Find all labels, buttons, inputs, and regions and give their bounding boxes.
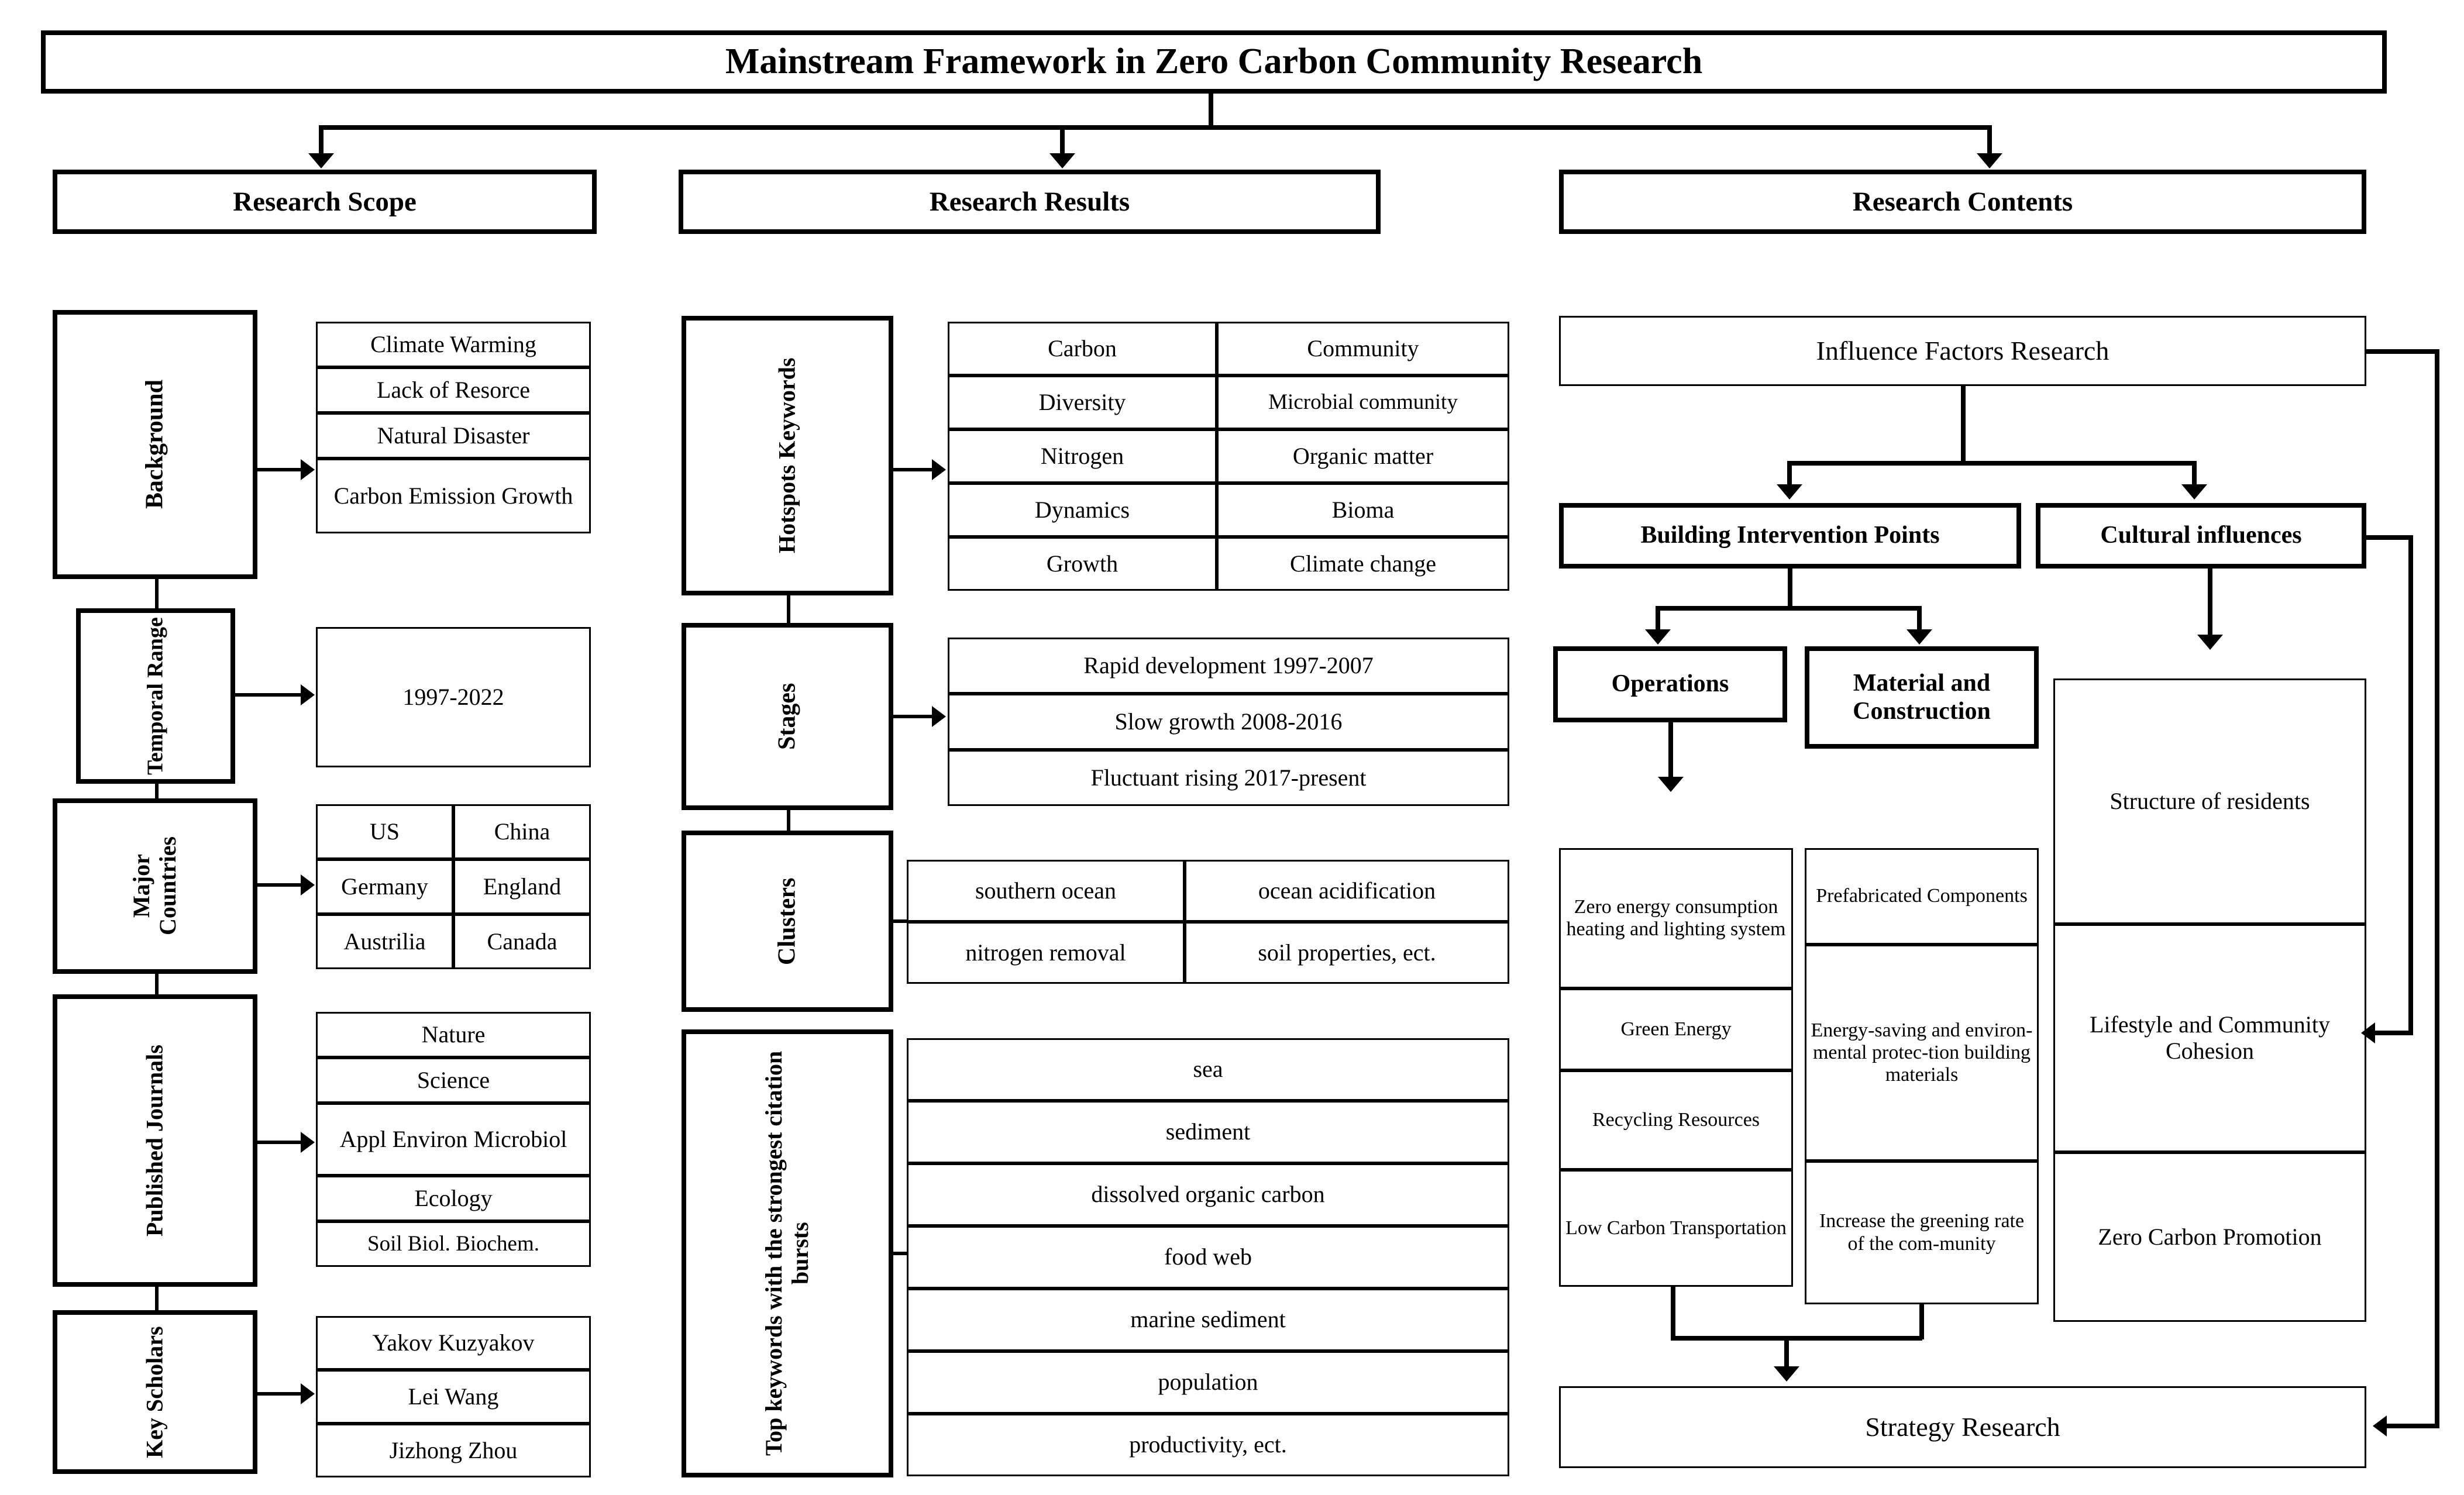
stages-arrow-head — [932, 706, 946, 727]
contents-material-construction: Material and Construction — [1805, 646, 2039, 749]
scholars-arrow-line — [257, 1392, 302, 1396]
results-stage-0: Rapid development 1997-2007 — [948, 638, 1509, 694]
building-split-horizontal — [1656, 606, 1922, 611]
scope-background-item-1: Lack of Resorce — [316, 367, 591, 413]
operations-down-line — [1668, 722, 1673, 781]
results-burst-4: marine sediment — [907, 1289, 1509, 1351]
arrow-feedback-cultural — [2361, 1022, 2375, 1043]
contents-operations-item-1: Green Energy — [1559, 988, 1793, 1070]
journals-arrow-line — [257, 1141, 302, 1144]
scope-journal-1: Science — [316, 1057, 591, 1103]
results-category-stages: Stages — [682, 623, 893, 810]
scope-country-1-1: England — [453, 859, 591, 914]
feedback-cultural-in — [2375, 1031, 2413, 1035]
countries-arrow-head — [301, 874, 315, 895]
column-header-research-scope: Research Scope — [53, 170, 597, 234]
results-burst-0: sea — [907, 1038, 1509, 1101]
influence-split-horizontal — [1787, 461, 2197, 466]
contents-operations: Operations — [1553, 646, 1787, 722]
results-category-citation-bursts: Top keywords with the strongest citation bursts — [682, 1029, 893, 1477]
stages-arrow-line — [893, 715, 933, 718]
results-burst-2: dissolved organic carbon — [907, 1163, 1509, 1226]
background-arrow-line — [257, 468, 302, 471]
contents-material-item-0: Prefabricated Components — [1805, 848, 2039, 945]
results-hotspot-1-0: Diversity — [948, 376, 1217, 429]
arrow-to-results — [1049, 153, 1075, 168]
scope-country-2-0: Austrilia — [316, 914, 453, 969]
influence-split-vertical — [1961, 386, 1966, 465]
hotspots-arrow-head — [932, 459, 946, 480]
title-connector-horizontal — [319, 125, 1992, 130]
scope-country-1-0: Germany — [316, 859, 453, 914]
background-arrow-head — [301, 459, 315, 480]
results-cluster-0-0: southern ocean — [907, 860, 1185, 922]
scope-scholar-1: Lei Wang — [316, 1370, 591, 1424]
feedback-cultural-down — [2408, 535, 2413, 1035]
building-split-vertical — [1788, 569, 1792, 609]
feedback-influence-right — [2366, 349, 2439, 354]
scope-background-item-3: Carbon Emission Growth — [316, 459, 591, 533]
diagram-title: Mainstream Framework in Zero Carbon Community Research — [41, 30, 2387, 94]
results-burst-1: sediment — [907, 1101, 1509, 1163]
results-hotspot-3-1: Bioma — [1217, 483, 1509, 537]
results-hotspot-2-0: Nitrogen — [948, 429, 1217, 483]
arrow-to-cultural — [2181, 484, 2207, 500]
feedback-to-strategy — [2387, 1424, 2439, 1428]
arrow-to-strategy-research — [1774, 1366, 1799, 1382]
results-hotspot-0-1: Community — [1217, 322, 1509, 376]
results-burst-6: productivity, ect. — [907, 1414, 1509, 1476]
contents-influence-factors: Influence Factors Research — [1559, 316, 2366, 386]
arrow-feedback-strategy — [2373, 1415, 2387, 1437]
results-category-hotspots: Hotspots Keywords — [682, 316, 893, 595]
results-hotspot-1-1: Microbial community — [1217, 376, 1509, 429]
results-cluster-1-1: soil properties, ect. — [1185, 922, 1509, 984]
strategy-drop-line — [1784, 1336, 1789, 1371]
scope-category-temporal-range: Temporal Range — [76, 608, 235, 784]
title-connector-vertical — [1209, 94, 1213, 128]
contents-cultural-item-1: Lifestyle and Community Cohesion — [2053, 924, 2366, 1152]
countries-arrow-line — [257, 883, 302, 887]
arrow-to-contents — [1977, 153, 2002, 168]
journals-arrow-head — [301, 1132, 315, 1153]
scope-scholar-0: Yakov Kuzyakov — [316, 1316, 591, 1370]
feedback-influence-down — [2435, 349, 2439, 1428]
scope-journal-2: Appl Environ Microbiol — [316, 1103, 591, 1176]
contents-cultural-item-0: Structure of residents — [2053, 678, 2366, 924]
scope-category-key-scholars: Key Scholars — [53, 1310, 257, 1474]
scope-temporal-value: 1997-2022 — [316, 627, 591, 767]
results-hotspot-2-1: Organic matter — [1217, 429, 1509, 483]
scope-category-published-journals: Published Journals — [53, 994, 257, 1287]
scope-background-item-0: Climate Warming — [316, 322, 591, 367]
scope-scholar-2: Jizhong Zhou — [316, 1424, 591, 1477]
arrow-to-material — [1906, 629, 1932, 645]
temporal-arrow-line — [235, 693, 302, 697]
results-hotspot-4-0: Growth — [948, 537, 1217, 591]
scope-journal-0: Nature — [316, 1012, 591, 1057]
arrow-cultural-items — [2197, 635, 2223, 650]
column-header-research-results: Research Results — [679, 170, 1381, 234]
scope-category-background: Background — [53, 310, 257, 579]
results-cluster-1-0: nitrogen removal — [907, 922, 1185, 984]
scholars-arrow-head — [301, 1383, 315, 1404]
scope-journal-3: Ecology — [316, 1176, 591, 1221]
temporal-arrow-head — [301, 684, 315, 705]
scope-background-item-2: Natural Disaster — [316, 413, 591, 459]
material-to-strategy-vertical — [1919, 1304, 1924, 1339]
results-stage-1: Slow growth 2008-2016 — [948, 694, 1509, 750]
results-burst-3: food web — [907, 1226, 1509, 1289]
results-hotspot-0-0: Carbon — [948, 322, 1217, 376]
scope-country-0-0: US — [316, 804, 453, 859]
results-hotspot-3-0: Dynamics — [948, 483, 1217, 537]
operations-to-strategy-vertical — [1671, 1287, 1675, 1339]
cultural-down-line — [2208, 569, 2212, 639]
arrow-to-building-intervention — [1777, 484, 1802, 500]
results-hotspot-4-1: Climate change — [1217, 537, 1509, 591]
hotspots-arrow-line — [893, 468, 933, 471]
arrow-operations-list — [1658, 777, 1684, 792]
contents-operations-item-3: Low Carbon Transportation — [1559, 1170, 1793, 1287]
contents-operations-item-2: Recycling Resources — [1559, 1070, 1793, 1170]
scope-category-major-countries: Major Countries — [53, 798, 257, 974]
results-stage-2: Fluctuant rising 2017-present — [948, 750, 1509, 806]
scope-journal-4: Soil Biol. Biochem. — [316, 1221, 591, 1267]
contents-material-item-2: Increase the greening rate of the com-munity — [1805, 1161, 2039, 1304]
results-burst-5: population — [907, 1351, 1509, 1414]
scope-country-2-1: Canada — [453, 914, 591, 969]
arrow-to-operations — [1645, 629, 1671, 645]
contents-cultural-influences: Cultural influences — [2036, 503, 2366, 569]
contents-strategy-research: Strategy Research — [1559, 1386, 2366, 1468]
arrow-to-scope — [308, 153, 334, 168]
results-category-clusters: Clusters — [682, 831, 893, 1012]
contents-building-intervention: Building Intervention Points — [1559, 503, 2021, 569]
feedback-cultural-right — [2366, 535, 2413, 540]
contents-material-item-1: Energy-saving and environ-mental protec-tion building materials — [1805, 945, 2039, 1161]
contents-cultural-item-2: Zero Carbon Promotion — [2053, 1152, 2366, 1322]
contents-operations-item-0: Zero energy consumption heating and lighting system — [1559, 848, 1793, 988]
results-cluster-0-1: ocean acidification — [1185, 860, 1509, 922]
column-header-research-contents: Research Contents — [1559, 170, 2366, 234]
scope-country-0-1: China — [453, 804, 591, 859]
strategy-join-horizontal — [1671, 1336, 1922, 1341]
